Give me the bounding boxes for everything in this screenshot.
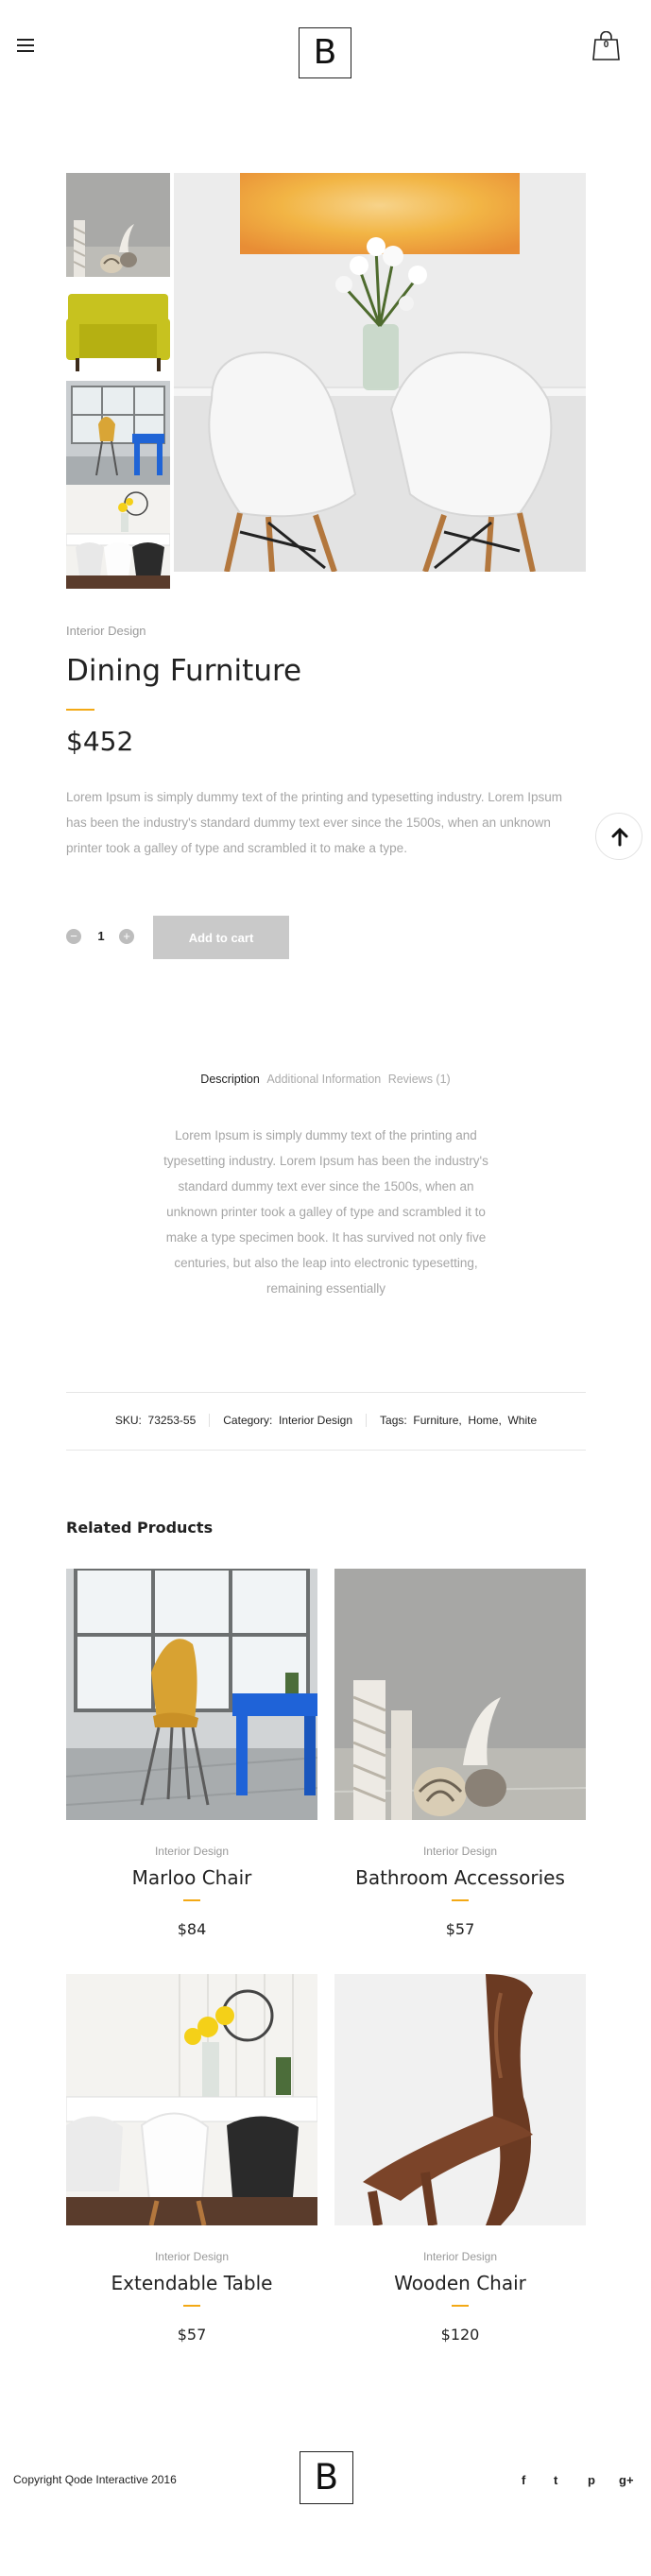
gallery-thumb-table[interactable] xyxy=(66,485,170,589)
copyright-text: Copyright Qode Interactive 2016 xyxy=(13,2473,177,2486)
product-price: $57 xyxy=(177,2326,207,2344)
gallery-thumb-vases[interactable] xyxy=(66,173,170,277)
product-image-wooden-chair[interactable] xyxy=(334,1974,586,2225)
product-meta xyxy=(66,1392,586,1451)
tags-group: Tags: Furniture, Home, White xyxy=(366,1414,550,1427)
footer xyxy=(0,2434,651,2576)
cart-count: 0 xyxy=(603,40,609,50)
product-tabs xyxy=(0,1073,651,1086)
menu-icon[interactable] xyxy=(17,39,34,52)
cart-button[interactable] xyxy=(592,31,620,60)
product-price: $84 xyxy=(177,1920,207,1938)
add-to-cart-button[interactable]: Add to cart xyxy=(153,916,289,959)
product-card xyxy=(66,1974,317,2344)
product-image-marloo-chair[interactable] xyxy=(66,1569,317,1820)
product-image-extendable-table[interactable] xyxy=(66,1974,317,2225)
pinterest-icon[interactable]: p xyxy=(588,2473,595,2487)
google-plus-icon[interactable]: g+ xyxy=(619,2473,634,2487)
tags-label: Tags: xyxy=(380,1414,407,1427)
related-products-title: Related Products xyxy=(66,1519,214,1537)
arrow-up-icon xyxy=(596,814,643,861)
quantity-decrease-button[interactable]: − xyxy=(66,929,81,944)
gallery-thumb-sofa[interactable] xyxy=(66,277,170,381)
product-price: $120 xyxy=(440,2326,480,2344)
footer-logo[interactable]: B xyxy=(300,2451,353,2504)
product-price: $452 xyxy=(66,726,134,757)
product-price: $57 xyxy=(445,1920,475,1938)
logo[interactable]: B xyxy=(299,27,351,78)
product-card xyxy=(334,1569,586,1938)
product-title: Dining Furniture xyxy=(66,654,302,688)
twitter-icon[interactable]: t xyxy=(554,2473,558,2487)
title-accent-line xyxy=(66,709,94,711)
sku-group xyxy=(102,1414,209,1427)
product-accent-line xyxy=(452,1899,469,1901)
product-accent-line xyxy=(452,2305,469,2307)
product-accent-line xyxy=(183,2305,200,2307)
product-card xyxy=(334,1974,586,2344)
tab-description[interactable]: Description xyxy=(200,1073,260,1086)
sku-label: SKU: xyxy=(114,1414,142,1427)
product-name[interactable]: Extendable Table xyxy=(111,2272,273,2294)
header xyxy=(0,0,651,94)
product-image-bathroom-accessories[interactable] xyxy=(334,1569,586,1820)
category-label: Category: xyxy=(223,1414,273,1427)
product-category[interactable]: Interior Design xyxy=(154,1845,230,1858)
product-accent-line xyxy=(183,1899,200,1901)
product-name[interactable]: Wooden Chair xyxy=(394,2272,526,2294)
quantity-increase-button[interactable]: + xyxy=(119,929,134,944)
product-name[interactable]: Marloo Chair xyxy=(131,1866,252,1889)
tab-reviews[interactable]: Reviews (1) xyxy=(387,1073,451,1086)
tab-content: Lorem Ipsum is simply dummy text of the printing and typesetting industry. Lorem Ipsum has been the industry's standard dummy text ever since the 1500s, when an unknown printer took a galley of type and scrambled it to make a type specimen book. It has survived not only five centuries, but also the leap into electronic typesetting, remaining essentially xyxy=(163,1128,488,1296)
tag-link[interactable]: Furniture xyxy=(413,1414,459,1427)
product-card xyxy=(66,1569,317,1938)
product-category[interactable]: Interior Design xyxy=(154,2250,230,2263)
tag-link[interactable]: Home xyxy=(468,1414,499,1427)
scroll-to-top-button[interactable] xyxy=(595,813,642,860)
product-category[interactable]: Interior Design xyxy=(422,1845,498,1858)
product-name[interactable]: Bathroom Accessories xyxy=(355,1866,565,1889)
quantity-value[interactable]: 1 xyxy=(97,929,105,943)
category-link[interactable]: Interior Design xyxy=(278,1414,353,1427)
tab-additional-information[interactable]: Additional Information xyxy=(266,1073,382,1086)
product-category[interactable]: Interior Design xyxy=(66,624,146,638)
product-category[interactable]: Interior Design xyxy=(422,2250,498,2263)
gallery-thumb-chairs[interactable] xyxy=(66,381,170,485)
category-group xyxy=(209,1414,366,1427)
tag-link[interactable]: White xyxy=(507,1414,538,1427)
sku-value: 73253-55 xyxy=(147,1414,197,1427)
product-main-image[interactable] xyxy=(174,173,586,572)
product-description: Lorem Ipsum is simply dummy text of the printing and typesetting industry. Lorem Ipsum has been the industry's standard dummy text ever since the 1500s, when an unknown printer took a galley of type and scrambled it to make a type. xyxy=(66,790,562,855)
facebook-icon[interactable]: f xyxy=(522,2473,526,2487)
